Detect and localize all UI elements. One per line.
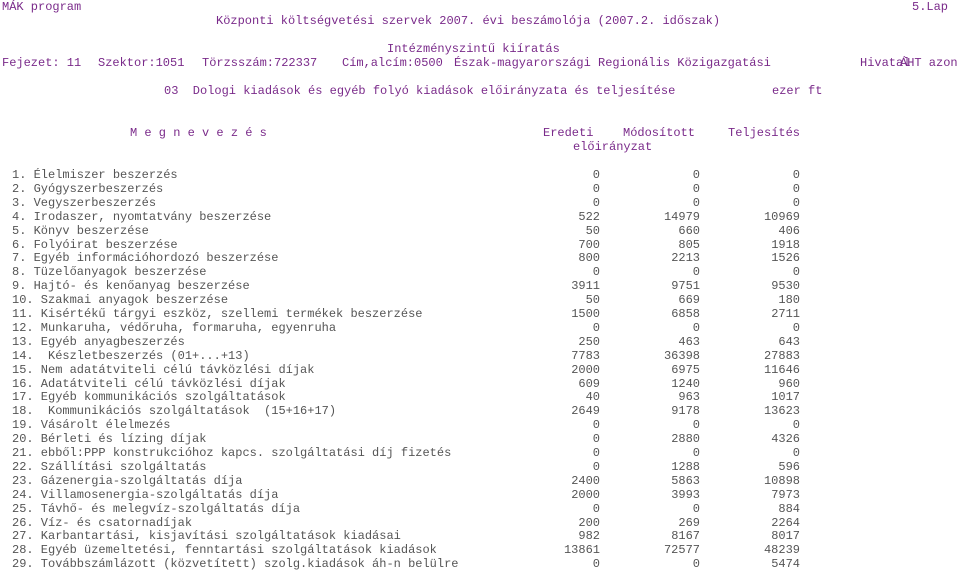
teljesites-value: 884 <box>778 501 800 516</box>
teljesites-value: 960 <box>778 376 800 391</box>
table-row <box>0 308 960 322</box>
teljesites-value: 0 <box>792 195 800 210</box>
info-aht: ÁHT azon <box>900 56 958 70</box>
eredeti-value: 0 <box>592 320 600 335</box>
table-row <box>0 517 960 531</box>
column-header-eloiranyzat: előirányzat <box>573 140 653 154</box>
teljesites-value: 8017 <box>771 529 800 544</box>
teljesites-value: 0 <box>792 446 800 460</box>
modositott-value: 0 <box>692 557 700 572</box>
table-row <box>0 461 960 475</box>
column-header-modositott: Módosított <box>623 126 696 140</box>
column-header-eredeti: Eredeti <box>543 126 594 140</box>
table-row <box>0 350 960 364</box>
eredeti-value: 0 <box>592 432 600 447</box>
table-row <box>0 475 960 489</box>
table-row <box>0 378 960 392</box>
modositott-value: 1240 <box>671 376 700 391</box>
modositott-value: 6858 <box>671 307 700 321</box>
eredeti-value: 0 <box>592 446 600 460</box>
modositott-value: 5863 <box>671 473 700 488</box>
eredeti-value: 0 <box>592 501 600 516</box>
modositott-value: 72577 <box>663 543 700 558</box>
row-label: 3. Vegyszerbeszerzés <box>12 195 157 210</box>
row-label: 10. Szakmai anyagok beszerzése <box>12 293 229 308</box>
teljesites-value: 11646 <box>763 362 800 377</box>
eredeti-value: 7783 <box>571 348 600 363</box>
table-row <box>0 225 960 239</box>
institution-name: Észak-magyarországi Regionális Közigazgatási <box>454 56 771 70</box>
row-label: 29. Továbbszámlázott (közvetített) szolg.kiadások áh-n belülre <box>12 557 459 572</box>
modositott-value: 0 <box>692 418 700 433</box>
teljesites-value: 1526 <box>771 251 800 266</box>
row-label: 13. Egyéb anyagbeszerzés <box>12 334 185 349</box>
modositott-value: 963 <box>678 390 700 405</box>
eredeti-value: 2000 <box>571 487 600 502</box>
eredeti-value: 800 <box>578 251 600 266</box>
eredeti-value: 40 <box>585 390 600 405</box>
eredeti-value: 13861 <box>563 543 600 558</box>
modositott-value: 36398 <box>663 348 700 363</box>
table-row <box>0 364 960 378</box>
teljesites-value: 4326 <box>771 432 800 447</box>
modositott-value: 269 <box>678 515 700 530</box>
table-row <box>0 558 960 572</box>
row-label: 18. Kommunikációs szolgáltatások (15+16+17) <box>12 404 337 419</box>
row-label: 15. Nem adatátviteli célú távközlési díjak <box>12 362 315 377</box>
row-label: 8. Tüzelőanyagok beszerzése <box>12 265 207 280</box>
column-header-teljesites: Teljesítés <box>728 126 801 140</box>
page-number: 5.Lap <box>912 0 949 14</box>
teljesites-value: 1918 <box>771 237 800 252</box>
row-label: 20. Bérleti és lízing díjak <box>12 432 207 447</box>
row-label: 21. ebből:PPP konstrukcióhoz kapcs. szolgáltatási díj fizetés <box>12 446 452 460</box>
row-label: 23. Gázenergia-szolgáltatás díja <box>12 473 243 488</box>
eredeti-value: 50 <box>585 293 600 308</box>
table-row <box>0 183 960 197</box>
info-fejezet: Fejezet: 11 <box>2 56 82 70</box>
row-label: 14. Készletbeszerzés (01+...+13) <box>12 348 250 363</box>
modositott-value: 9178 <box>671 404 700 419</box>
eredeti-value: 522 <box>578 209 600 224</box>
table-row <box>0 419 960 433</box>
table-row <box>0 433 960 447</box>
modositott-value: 660 <box>678 223 700 238</box>
table-row <box>0 239 960 253</box>
table-row <box>0 294 960 308</box>
teljesites-value: 10898 <box>763 473 800 488</box>
modositott-value: 805 <box>678 237 700 252</box>
modositott-value: 0 <box>692 265 700 280</box>
row-label: 27. Karbantartási, kisjavítási szolgáltatások kiadásai <box>12 529 401 544</box>
eredeti-value: 609 <box>578 376 600 391</box>
unit-label: ezer ft <box>772 84 823 98</box>
table-row <box>0 266 960 280</box>
row-label: 4. Irodaszer, nyomtatvány beszerzése <box>12 209 272 224</box>
eredeti-value: 0 <box>592 557 600 572</box>
row-label: 1. Élelmiszer beszerzés <box>12 168 178 182</box>
eredeti-value: 250 <box>578 334 600 349</box>
eredeti-value: 0 <box>592 418 600 433</box>
eredeti-value: 2000 <box>571 362 600 377</box>
modositott-value: 8167 <box>671 529 700 544</box>
table-row <box>0 391 960 405</box>
row-label: 9. Hajtó- és kenőanyag beszerzése <box>12 279 250 294</box>
modositott-value: 6975 <box>671 362 700 377</box>
teljesites-value: 27883 <box>763 348 800 363</box>
row-label: 16. Adatátviteli célú távközlési díjak <box>12 376 286 391</box>
modositott-value: 463 <box>678 334 700 349</box>
teljesites-value: 10969 <box>763 209 800 224</box>
table-row <box>0 489 960 503</box>
teljesites-value: 596 <box>778 459 800 474</box>
modositott-value: 14979 <box>663 209 700 224</box>
eredeti-value: 0 <box>592 181 600 196</box>
info-szektor: Szektor:1051 <box>98 56 185 70</box>
teljesites-value: 0 <box>792 418 800 433</box>
row-label: 11. Kisértékű tárgyi eszköz, szellemi termékek beszerzése <box>12 307 423 321</box>
eredeti-value: 0 <box>592 459 600 474</box>
modositott-value: 9751 <box>671 279 700 294</box>
table-row <box>0 530 960 544</box>
modositott-value: 1288 <box>671 459 700 474</box>
row-label: 7. Egyéb információhordozó beszerzése <box>12 251 279 266</box>
row-label: 22. Szállítási szolgáltatás <box>12 459 207 474</box>
row-label: 5. Könyv beszerzése <box>12 223 149 238</box>
section-title: 03 Dologi kiadások és egyéb folyó kiadások előirányzata és teljesítése <box>164 84 676 98</box>
eredeti-value: 700 <box>578 237 600 252</box>
eredeti-value: 0 <box>592 195 600 210</box>
eredeti-value: 2649 <box>571 404 600 419</box>
teljesites-value: 7973 <box>771 487 800 502</box>
row-label: 25. Távhő- és melegvíz-szolgáltatás díja <box>12 501 301 516</box>
table-row <box>0 447 960 461</box>
table-row <box>0 503 960 517</box>
teljesites-value: 5474 <box>771 557 800 572</box>
row-label: 24. Villamosenergia-szolgáltatás díja <box>12 487 279 502</box>
modositott-value: 0 <box>692 446 700 460</box>
modositott-value: 0 <box>692 195 700 210</box>
teljesites-value: 0 <box>792 320 800 335</box>
info-hivatal: Hivatal <box>860 56 911 70</box>
eredeti-value: 982 <box>578 529 600 544</box>
teljesites-value: 0 <box>792 181 800 196</box>
table-row <box>0 169 960 183</box>
column-header-name: M e g n e v e z é s <box>130 126 267 140</box>
teljesites-value: 0 <box>792 168 800 182</box>
modositott-value: 3993 <box>671 487 700 502</box>
eredeti-value: 200 <box>578 515 600 530</box>
info-cim: Cím,alcím:0500 <box>342 56 443 70</box>
table-row <box>0 405 960 419</box>
modositott-value: 0 <box>692 168 700 182</box>
row-label: 17. Egyéb kommunikációs szolgáltatások <box>12 390 286 405</box>
eredeti-value: 3911 <box>571 279 600 294</box>
report-subtitle: Intézményszintű kiíratás <box>387 42 560 56</box>
table-row <box>0 197 960 211</box>
row-label: 6. Folyóirat beszerzése <box>12 237 178 252</box>
table-row <box>0 211 960 225</box>
table-row <box>0 336 960 350</box>
modositott-value: 0 <box>692 181 700 196</box>
row-label: 2. Gyógyszerbeszerzés <box>12 181 164 196</box>
modositott-value: 2880 <box>671 432 700 447</box>
teljesites-value: 406 <box>778 223 800 238</box>
modositott-value: 0 <box>692 320 700 335</box>
table-row <box>0 544 960 558</box>
teljesites-value: 0 <box>792 265 800 280</box>
teljesites-value: 9530 <box>771 279 800 294</box>
row-label: 12. Munkaruha, védőruha, formaruha, egyenruha <box>12 320 337 335</box>
table-row <box>0 322 960 336</box>
teljesites-value: 1017 <box>771 390 800 405</box>
modositott-value: 2213 <box>671 251 700 266</box>
row-label: 26. Víz- és csatornadíjak <box>12 515 193 530</box>
row-label: 19. Vásárolt élelmezés <box>12 418 171 433</box>
modositott-value: 0 <box>692 501 700 516</box>
program-name: MÁK program <box>2 0 82 14</box>
eredeti-value: 0 <box>592 265 600 280</box>
table-row <box>0 280 960 294</box>
teljesites-value: 2264 <box>771 515 800 530</box>
eredeti-value: 1500 <box>571 307 600 321</box>
teljesites-value: 13623 <box>763 404 800 419</box>
table-row <box>0 252 960 266</box>
eredeti-value: 0 <box>592 168 600 182</box>
teljesites-value: 180 <box>778 293 800 308</box>
modositott-value: 669 <box>678 293 700 308</box>
teljesites-value: 2711 <box>771 307 800 321</box>
teljesites-value: 48239 <box>763 543 800 558</box>
eredeti-value: 50 <box>585 223 600 238</box>
teljesites-value: 643 <box>778 334 800 349</box>
info-torzsszam: Törzsszám:722337 <box>202 56 318 70</box>
eredeti-value: 2400 <box>571 473 600 488</box>
report-title: Központi költségvetési szervek 2007. évi beszámolója (2007.2. időszak) <box>216 14 721 28</box>
row-label: 28. Egyéb üzemeltetési, fenntartási szolgáltatások kiadások <box>12 543 437 558</box>
